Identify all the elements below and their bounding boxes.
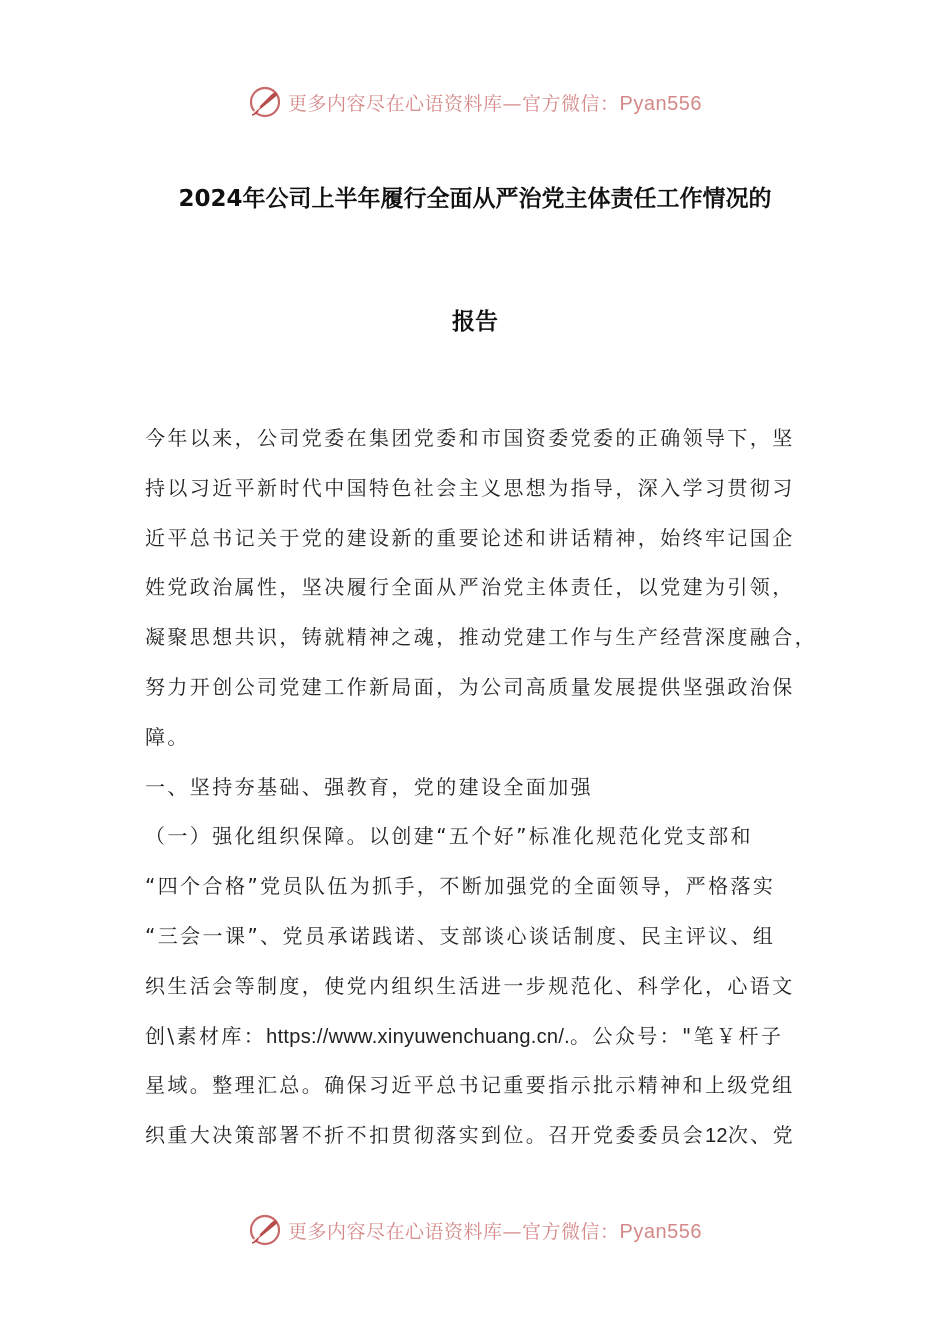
quill-logo-icon bbox=[248, 1213, 282, 1247]
document-body bbox=[145, 414, 817, 1161]
url-line bbox=[145, 1012, 817, 1062]
watermark-text bbox=[288, 89, 702, 116]
watermark-footer bbox=[0, 1210, 950, 1250]
paragraph-line: 星域。整理汇总。确保习近平总书记重要指示批示精神和上级党组 bbox=[145, 1073, 795, 1098]
paragraph-line: “三会一课”、党员承诺践诺、支部谈心谈话制度、民主评议、组 bbox=[145, 923, 776, 948]
watermark-text bbox=[288, 1217, 702, 1244]
document-title-line2: 报告 bbox=[452, 309, 498, 335]
paragraph-line: 今年以来，公司党委在集团党委和市国资委党委的正确领导下，坚 bbox=[145, 426, 795, 450]
paragraph-line: 障。 bbox=[145, 724, 190, 749]
watermark-brand: 更多内容尽在心语资料库 bbox=[288, 1220, 503, 1243]
watermark-dash: — bbox=[502, 92, 523, 115]
paragraph-line: 努力开创公司党建工作新局面，为公司高质量发展提供坚强政治保 bbox=[145, 674, 795, 699]
paragraph-line: 织生活会等制度，使党内组织生活进一步规范化、科学化，心语文 bbox=[145, 973, 795, 998]
watermark-wechat-id: Pyan556 bbox=[619, 92, 702, 115]
watermark-header bbox=[0, 82, 950, 122]
meeting-count: 12 bbox=[705, 1125, 728, 1148]
section-heading: 一、坚持夯基础、强教育，党的建设全面加强 bbox=[145, 774, 593, 799]
website-link[interactable]: https://www.xinyuwenchuang.cn/. bbox=[266, 1025, 571, 1048]
paragraph-text-tail: 次、党 bbox=[727, 1123, 796, 1148]
url-prefix: 创\素材库： bbox=[145, 1023, 267, 1048]
quill-logo-icon bbox=[248, 85, 282, 119]
paragraph-line: 近平总书记关于党的建设新的重要论述和讲话精神，始终牢记国企 bbox=[145, 525, 795, 550]
paragraph-line: 姓党政治属性，坚决履行全面从严治党主体责任，以党建为引领， bbox=[145, 575, 795, 600]
watermark-wechat-id: Pyan556 bbox=[619, 1220, 702, 1243]
watermark-brand: 更多内容尽在心语资料库 bbox=[288, 92, 503, 115]
paragraph-line bbox=[145, 1111, 817, 1161]
paragraph-text: 织重大决策部署不折不扣贯彻落实到位。召开党委委员会 bbox=[145, 1123, 705, 1148]
url-suffix: 。公众号："笔￥杆子 bbox=[570, 1023, 784, 1048]
paragraph-line: 持以习近平新时代中国特色社会主义思想为指导，深入学习贯彻习 bbox=[145, 475, 795, 500]
paragraph-line: “四个合格”党员队伍为抓手，不断加强党的全面领导，严格落实 bbox=[145, 874, 776, 899]
paragraph-line: （一）强化组织保障。以创建“五个好”标准化规范化党支部和 bbox=[145, 824, 753, 849]
paragraph-line: 凝聚思想共识，铸就精神之魂，推动党建工作与生产经营深度融合， bbox=[145, 625, 817, 650]
watermark-label: 官方微信： bbox=[522, 92, 620, 115]
document-title-line1: 2024年公司上半年履行全面从严治党主体责任工作情况的 bbox=[178, 186, 772, 212]
watermark-label: 官方微信： bbox=[522, 1220, 620, 1243]
watermark-dash: — bbox=[502, 1220, 523, 1243]
